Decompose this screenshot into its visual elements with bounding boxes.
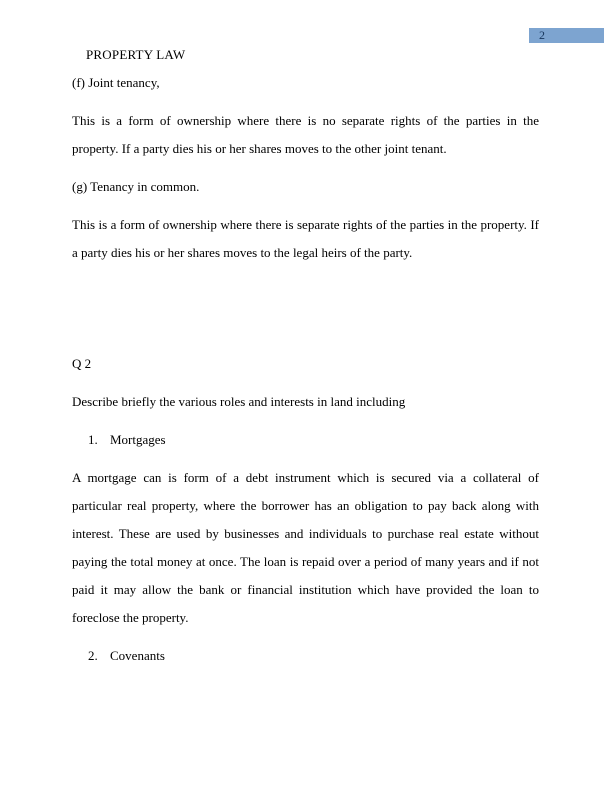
paragraph-item-f-heading: (f) Joint tenancy,: [72, 75, 160, 90]
paragraph-item-g-heading: (g) Tenancy in common.: [72, 179, 200, 194]
paragraph-mortgage-text: A mortgage can is form of a debt instrument which is secured via a collateral of particular real property, where the borrower has an obligation to pay back along with interest. These are used by businesses and individuals to purchase real estate without paying the total money at once. The loan is repaid over a period of many years and if not paid it may allow the bank or financial institution which have provided the loan to foreclose the property.: [72, 470, 539, 625]
list-number: 2.: [88, 648, 98, 663]
question-text: Describe briefly the various roles and interests in land including: [72, 394, 406, 409]
page-number: 2: [539, 28, 545, 42]
question-label: Q 2: [72, 356, 92, 371]
list-number: 1.: [88, 432, 98, 447]
document-body: [72, 69, 539, 680]
paragraph-item-f-text: This is a form of ownership where there is no separate rights of the parties in the property. If a party dies his or her shares moves to the other joint tenant.: [72, 113, 539, 156]
paragraph-item-g-text: This is a form of ownership where there is separate rights of the parties in the property. If a party dies his or her shares moves to the legal heirs of the party.: [72, 217, 539, 260]
list-label: Mortgages: [110, 432, 166, 447]
page-number-badge: [529, 28, 604, 43]
blank-space: [72, 277, 539, 350]
document-title: PROPERTY LAW: [86, 47, 186, 62]
list-item-mortgages: [72, 426, 539, 454]
list-item-covenants: [72, 642, 539, 670]
list-label: Covenants: [110, 648, 165, 663]
